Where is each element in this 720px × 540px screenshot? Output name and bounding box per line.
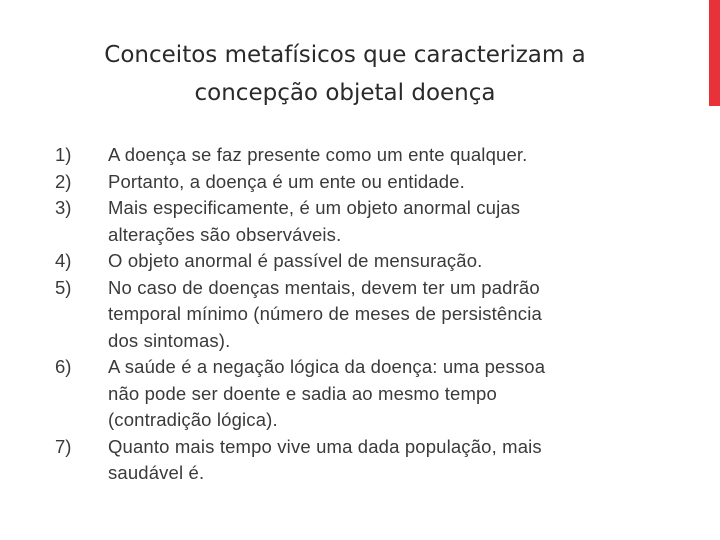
list-item-7 — [0, 434, 720, 487]
list-item-text-line: A saúde é a negação lógica da doença: uma pessoa — [108, 356, 546, 377]
list-item-text-line: Mais especificamente, é um objeto anormal cujas — [108, 197, 521, 218]
list-item-text — [108, 195, 698, 248]
slide-title-line-1: Conceitos metafísicos que caracterizam a — [104, 42, 586, 68]
list-item-text — [108, 169, 698, 196]
list-item-text-line: (contradição lógica). — [108, 409, 278, 430]
list-item-text — [108, 275, 698, 355]
list-item-number: 2) — [55, 170, 72, 192]
list-item-3 — [0, 195, 720, 248]
accent-bar — [709, 0, 720, 106]
list-item-2 — [0, 169, 720, 196]
list-item-text — [108, 434, 698, 487]
list-item-text — [108, 354, 698, 434]
list-item-6 — [0, 354, 720, 434]
list-item-number: 6) — [55, 356, 72, 377]
list-item-5 — [0, 275, 720, 355]
list-item-number: 4) — [55, 250, 72, 271]
list-item-number: 7) — [55, 435, 72, 457]
list-item-text-line: temporal mínimo (número de meses de persistência — [108, 303, 542, 324]
list-item-text-line: dos sintomas). — [108, 329, 231, 351]
list-item-text-line: O objeto anormal é passível de mensuração. — [108, 250, 483, 271]
list-item-text-line: alterações são observáveis. — [108, 223, 342, 245]
list-item-text-line: não pode ser doente e sadia ao mesmo tempo — [108, 382, 497, 404]
list-item-4 — [0, 248, 720, 275]
list-item-number: 3) — [55, 197, 72, 218]
slide-title — [40, 36, 650, 112]
numbered-list — [0, 142, 720, 487]
list-item-number: 1) — [55, 144, 72, 165]
list-item-1 — [0, 142, 720, 169]
list-item-text-line: saudável é. — [108, 462, 205, 483]
list-item-text-line: Portanto, a doença é um ente ou entidade. — [108, 170, 465, 192]
list-item-text-line: Quanto mais tempo vive uma dada população, mais — [108, 435, 542, 457]
list-item-text — [108, 248, 698, 275]
list-item-text — [108, 142, 698, 169]
slide-title-line-2: concepção objetal doença — [194, 80, 496, 106]
list-item-text-line: A doença se faz presente como um ente qualquer. — [108, 144, 528, 165]
list-item-text-line: No caso de doenças mentais, devem ter um padrão — [108, 276, 540, 298]
list-item-number: 5) — [55, 276, 72, 298]
